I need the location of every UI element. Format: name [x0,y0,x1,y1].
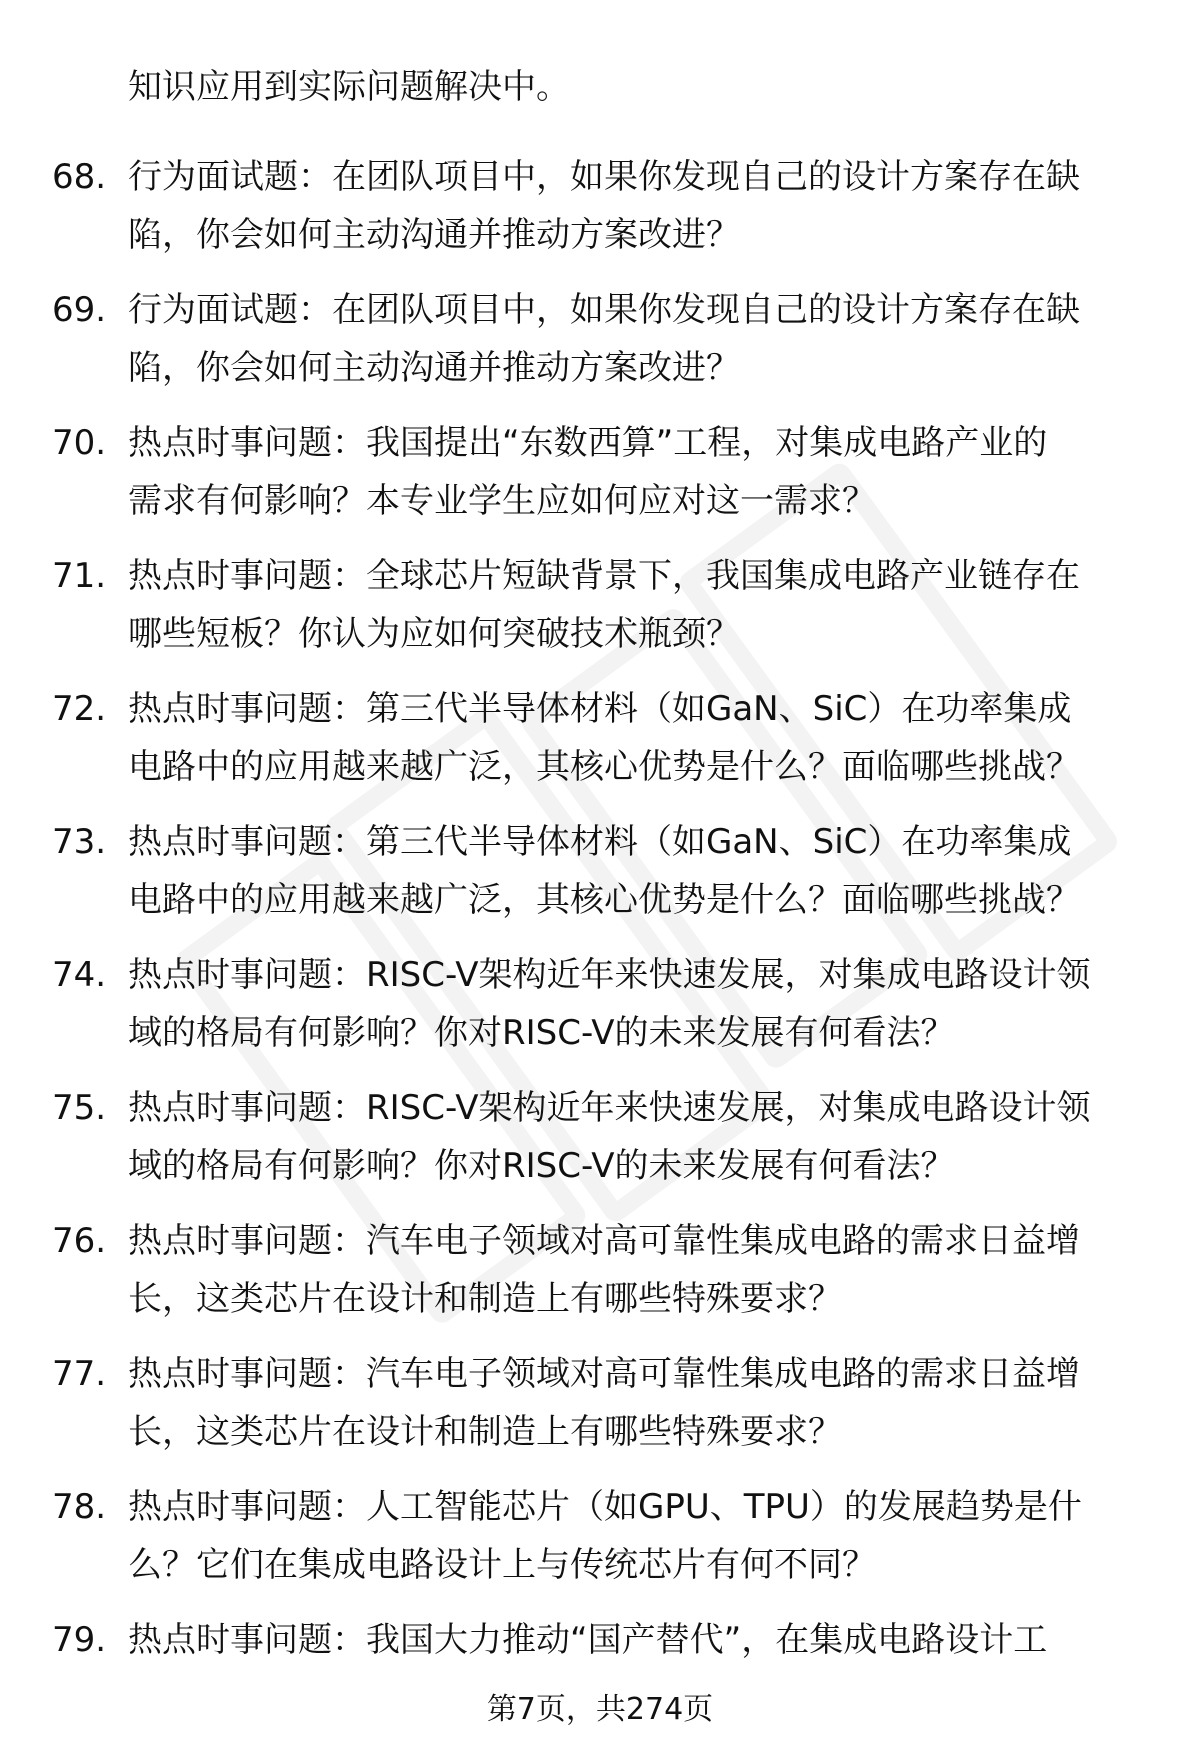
question-number: 77. [52,1354,107,1394]
question-item [0,547,1200,680]
question-line: 需求有何影响？本专业学生应如何应对这一需求？ [128,481,876,521]
question-text [128,946,1148,1062]
question-line: 热点时事问题：汽车电子领域对高可靠性集成电路的需求日益增 [128,1221,1080,1261]
question-line: 热点时事问题：第三代半导体材料（如GaN、SiC）在功率集成 [128,822,1072,862]
question-line: 热点时事问题：汽车电子领域对高可靠性集成电路的需求日益增 [128,1354,1080,1394]
question-text [128,813,1148,929]
question-number: 74. [52,955,107,995]
question-line: 热点时事问题：第三代半导体材料（如GaN、SiC）在功率集成 [128,689,1072,729]
question-number: 75. [52,1088,107,1128]
question-line: 长，这类芯片在设计和制造上有哪些特殊要求？ [128,1279,842,1319]
question-text [128,547,1148,663]
question-number: 76. [52,1221,107,1261]
question-number: 72. [52,689,107,729]
question-line: 陷，你会如何主动沟通并推动方案改进？ [128,348,740,388]
page-footer: 第7页，共274页 [486,1692,714,1727]
question-number: 70. [52,423,107,463]
question-text [128,1079,1148,1195]
question-item [0,281,1200,414]
question-item [0,1212,1200,1345]
continuation-text: 知识应用到实际问题解决中。 [128,67,570,107]
question-item [0,414,1200,547]
question-line: 陷，你会如何主动沟通并推动方案改进？ [128,215,740,255]
question-line: 热点时事问题：全球芯片短缺背景下，我国集成电路产业链存在 [128,556,1080,596]
question-text [128,148,1148,264]
question-number: 71. [52,556,107,596]
question-line: 热点时事问题：人工智能芯片（如GPU、TPU）的发展趋势是什 [128,1487,1082,1527]
question-item [0,1478,1200,1611]
question-item [0,813,1200,946]
question-text [128,281,1148,397]
question-item [0,1079,1200,1212]
question-number: 73. [52,822,107,862]
question-line: 电路中的应用越来越广泛，其核心优势是什么？面临哪些挑战？ [128,880,1080,920]
question-item [0,148,1200,281]
question-line: 电路中的应用越来越广泛，其核心优势是什么？面临哪些挑战？ [128,747,1080,787]
question-line: 域的格局有何影响？你对RISC-V的未来发展有何看法？ [128,1013,955,1053]
question-line: 域的格局有何影响？你对RISC-V的未来发展有何看法？ [128,1146,955,1186]
question-list [0,148,1200,1744]
question-line: 热点时事问题：我国提出“东数西算”工程，对集成电路产业的 [128,423,1048,463]
question-text [128,1478,1148,1594]
question-line: 行为面试题：在团队项目中，如果你发现自己的设计方案存在缺 [128,157,1080,197]
question-text [128,1345,1148,1461]
question-line: 热点时事问题：RISC-V架构近年来快速发展，对集成电路设计领 [128,1088,1091,1128]
question-line: 哪些短板？你认为应如何突破技术瓶颈？ [128,614,740,654]
question-text [128,414,1148,530]
question-line: 长，这类芯片在设计和制造上有哪些特殊要求？ [128,1412,842,1452]
question-number: 78. [52,1487,107,1527]
question-text [128,1212,1148,1328]
question-line: 么？它们在集成电路设计上与传统芯片有何不同？ [128,1545,876,1585]
question-item [0,946,1200,1079]
question-text [128,1611,1148,1669]
question-number: 68. [52,157,107,197]
question-text [128,680,1148,796]
question-number: 69. [52,290,107,330]
question-item [0,680,1200,813]
question-line: 热点时事问题：我国大力推动“国产替代”，在集成电路设计工 [128,1620,1048,1660]
question-line: 热点时事问题：RISC-V架构近年来快速发展，对集成电路设计领 [128,955,1091,995]
question-number: 79. [52,1620,107,1660]
question-line: 行为面试题：在团队项目中，如果你发现自己的设计方案存在缺 [128,290,1080,330]
question-item [0,1345,1200,1478]
